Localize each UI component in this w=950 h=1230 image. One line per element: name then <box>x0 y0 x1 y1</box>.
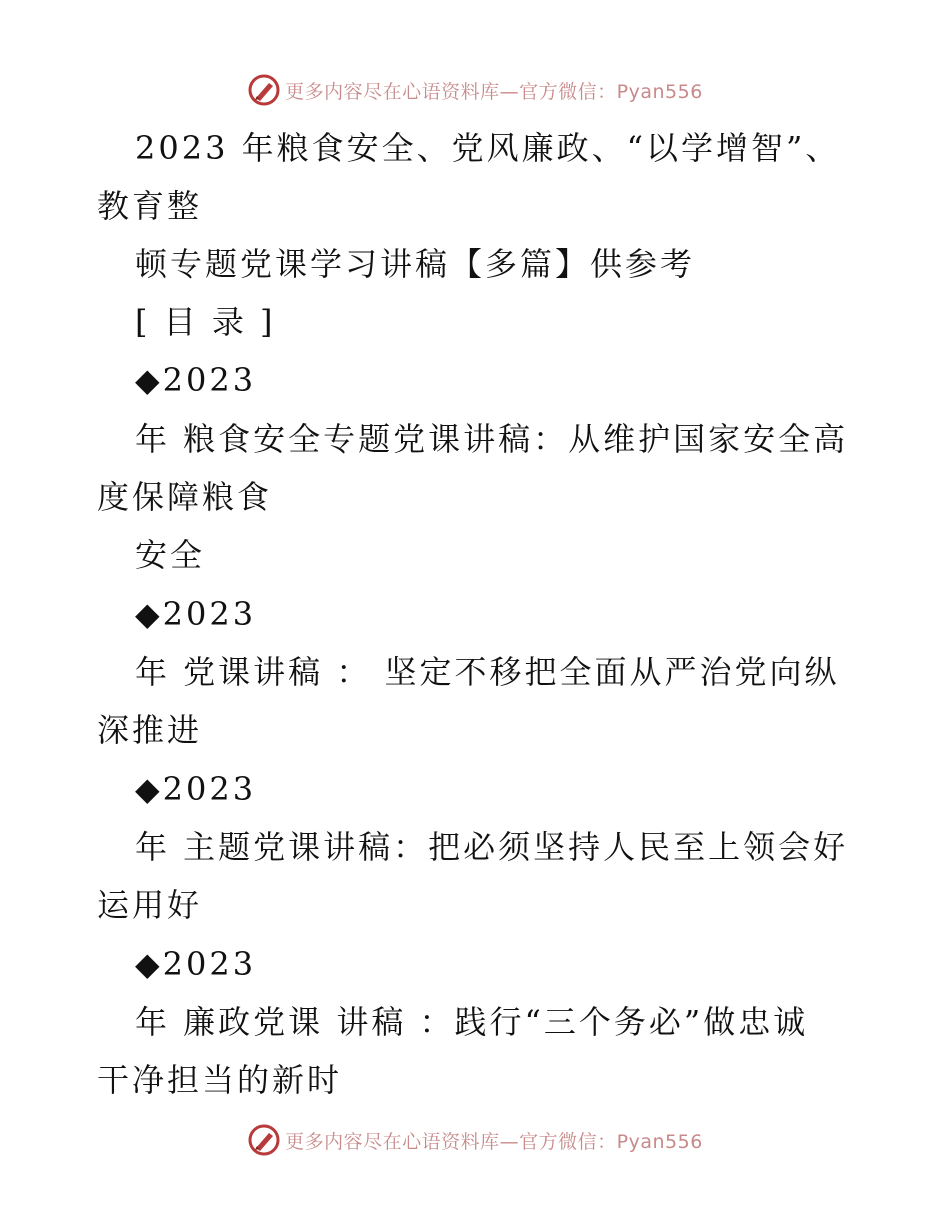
document-title-line-3: 顿专题党课学习讲稿【多篇】供参考 <box>135 245 696 283</box>
document-title-line-1: 2023 年粮食安全、党风廉政、“以学增智”、 <box>135 129 841 167</box>
toc-item-3-bullet: ◆2023 <box>135 770 257 808</box>
toc-item-1-bullet: ◆2023 <box>135 361 257 399</box>
toc-item-3-line-2: 运用好 <box>97 886 203 924</box>
document-title-line-2: 教育整 <box>97 187 203 225</box>
toc-item-4-bullet: ◆2023 <box>135 945 257 983</box>
toc-item-1-line-3: 安全 <box>135 536 206 574</box>
toc-item-1-line-1: 年 粮食安全专题党课讲稿：从维护国家安全高 <box>135 420 849 458</box>
toc-item-4-line-1: 年 廉政党课 讲稿 ：践行“三个务必”做忠诚 <box>135 1003 809 1041</box>
toc-item-1-line-2: 度保障粮食 <box>97 478 273 516</box>
toc-item-4-line-2: 干净担当的新时 <box>97 1061 343 1099</box>
toc-item-2-line-2: 深推进 <box>97 711 203 749</box>
watermark-text: 更多内容尽在心语资料库—官方微信：Pyan556 <box>285 80 703 103</box>
watermark-text: 更多内容尽在心语资料库—官方微信：Pyan556 <box>285 1130 703 1153</box>
toc-heading: [ 目 录 ] <box>135 303 276 341</box>
toc-item-2-line-1: 年 党课讲稿 ： 坚定不移把全面从严治党向纵 <box>135 653 840 691</box>
toc-item-3-line-1: 年 主题党课讲稿：把必须坚持人民至上领会好 <box>135 828 849 866</box>
footer-watermark <box>0 1120 950 1160</box>
toc-item-2-bullet: ◆2023 <box>135 595 257 633</box>
pen-logo-icon <box>247 1123 281 1157</box>
